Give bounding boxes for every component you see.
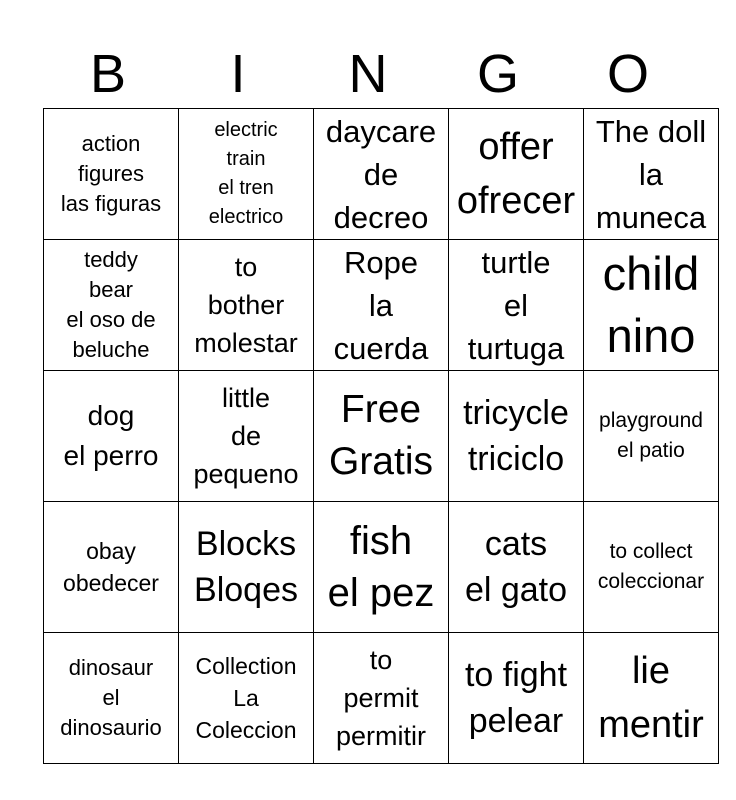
grid-row-2 <box>44 240 719 371</box>
grid-row-4 <box>44 502 719 633</box>
bingo-cell-r3c4: tricycle triciclo <box>449 371 584 502</box>
bingo-cell-r5c1: dinosaur el dinosaurio <box>44 633 179 764</box>
grid-row-5 <box>44 633 719 764</box>
header-letter-o: O <box>606 44 649 104</box>
bingo-grid <box>43 108 719 764</box>
grid-row-1 <box>44 109 719 240</box>
bingo-header <box>43 40 693 108</box>
bingo-cell-r4c4: cats el gato <box>449 502 584 633</box>
bingo-cell-r5c3: to permit permitir <box>314 633 449 764</box>
bingo-cell-r1c2: electric train el tren electrico <box>179 109 314 240</box>
grid-row-3 <box>44 371 719 502</box>
bingo-cell-r5c4: to fight pelear <box>449 633 584 764</box>
bingo-cell-r4c1: obay obedecer <box>44 502 179 633</box>
bingo-cell-r5c2: Collection La Coleccion <box>179 633 314 764</box>
bingo-cell-r4c3: fish el pez <box>314 502 449 633</box>
bingo-cell-r3c1: dog el perro <box>44 371 179 502</box>
bingo-cell-r3c5: playground el patio <box>584 371 719 502</box>
bingo-cell-r2c2: to bother molestar <box>179 240 314 371</box>
header-letter-n: N <box>348 44 388 104</box>
bingo-cell-r3c2: little de pequeno <box>179 371 314 502</box>
bingo-cell-r1c4: offer ofrecer <box>449 109 584 240</box>
header-letter-i: I <box>230 44 246 104</box>
header-letter-g: G <box>476 44 519 104</box>
bingo-cell-r4c5: to collect coleccionar <box>584 502 719 633</box>
header-letter-b: B <box>89 44 127 104</box>
bingo-cell-r2c3: Rope la cuerda <box>314 240 449 371</box>
bingo-cell-r2c5: child nino <box>584 240 719 371</box>
bingo-cell-r1c3: daycare de decreo <box>314 109 449 240</box>
bingo-cell-r1c5: The doll la muneca <box>584 109 719 240</box>
bingo-cell-r5c5: lie mentir <box>584 633 719 764</box>
bingo-cell-r2c4: turtle el turtuga <box>449 240 584 371</box>
bingo-cell-r2c1: teddy bear el oso de beluche <box>44 240 179 371</box>
bingo-cell-r3c3: Free Gratis <box>314 371 449 502</box>
bingo-cell-r1c1: action figures las figuras <box>44 109 179 240</box>
bingo-cell-r4c2: Blocks Bloqes <box>179 502 314 633</box>
